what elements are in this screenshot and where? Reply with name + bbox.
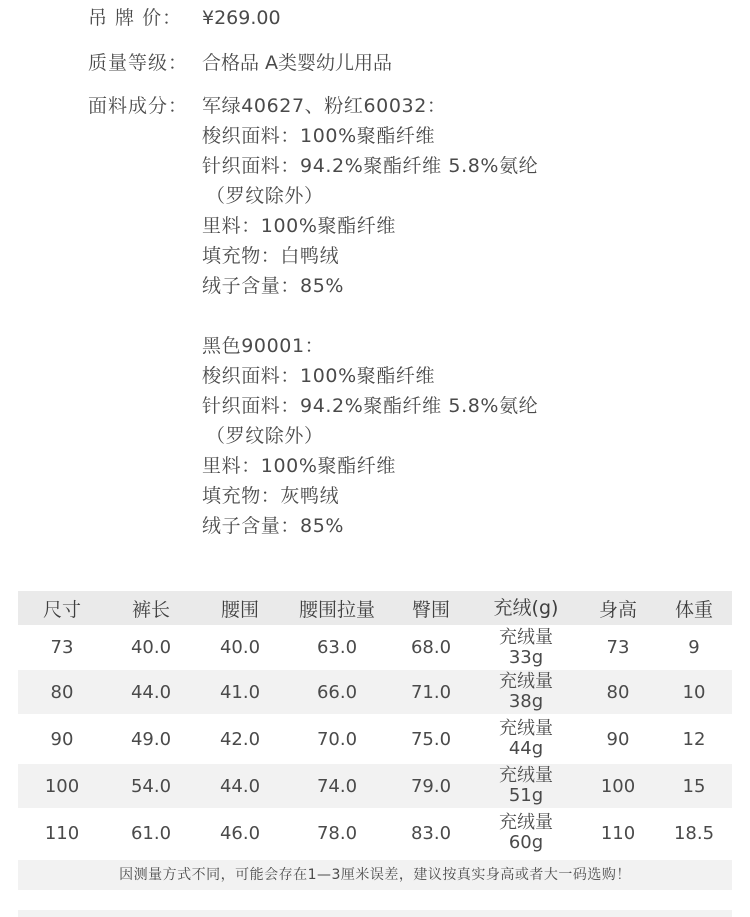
- composition-line: 填充物：白鸭绒: [202, 245, 340, 267]
- cell-pants-length: 54.0: [130, 775, 172, 797]
- composition-label: 面料成分：: [88, 95, 189, 117]
- composition-line: 针织面料：94.2%聚酯纤维 5.8%氨纶: [202, 395, 539, 417]
- grade-label: 质量等级：: [88, 52, 189, 74]
- cell-height: 73: [606, 637, 630, 658]
- composition-line: 绒子含量：85%: [202, 515, 345, 537]
- header-height: 身高: [598, 598, 637, 621]
- cell-weight: 18.5: [673, 822, 715, 844]
- cell-waist-stretch: 74.0: [316, 775, 358, 797]
- down-fill-label: 充绒量: [499, 765, 553, 786]
- cell-down-fill: [472, 672, 580, 712]
- header-hip: 臀围: [411, 598, 450, 621]
- cell-hip: 68.0: [410, 637, 452, 658]
- cell-size: 100: [44, 775, 80, 797]
- cell-pants-length: 49.0: [130, 728, 172, 750]
- cell-height: 100: [600, 775, 636, 797]
- cell-weight: 10: [682, 681, 706, 703]
- header-waist-stretch: 腰围拉量: [298, 598, 375, 621]
- cell-weight: 15: [682, 775, 706, 797]
- down-fill-amount: 44g: [508, 738, 544, 759]
- cell-down-fill: [472, 813, 580, 853]
- table-row: [18, 625, 732, 670]
- down-fill-amount: 60g: [508, 832, 544, 853]
- down-fill-label: 充绒量: [499, 812, 553, 833]
- cell-waist: 44.0: [219, 775, 261, 797]
- composition-line: （罗纹除外）: [206, 425, 324, 447]
- composition-line: 填充物：灰鸭绒: [202, 485, 340, 507]
- cell-waist: 41.0: [219, 681, 261, 703]
- header-down-fill: 充绒(g): [493, 597, 559, 619]
- cell-hip: 71.0: [410, 681, 452, 703]
- cell-waist: 42.0: [219, 728, 261, 750]
- down-fill-amount: 51g: [508, 785, 544, 806]
- down-fill-amount: 33g: [508, 646, 544, 668]
- cell-height: 110: [600, 822, 636, 844]
- header-weight: 体重: [674, 598, 713, 621]
- composition-line: 里料：100%聚酯纤维: [202, 215, 396, 237]
- down-fill-amount: 38g: [508, 691, 544, 712]
- composition-variant-heading: 黑色90001：: [202, 335, 325, 357]
- down-fill-label: 充绒量: [499, 671, 553, 692]
- cell-size: 73: [50, 637, 74, 658]
- price-label: 吊 牌 价：: [88, 7, 183, 29]
- cell-down-fill: [472, 766, 580, 806]
- header-pants-length: 裤长: [131, 598, 170, 621]
- table-row: [18, 714, 732, 764]
- cell-hip: 79.0: [410, 775, 452, 797]
- cell-down-fill: [472, 628, 580, 668]
- cell-hip: 83.0: [410, 822, 452, 844]
- composition-line: （罗纹除外）: [206, 185, 324, 207]
- cell-size: 110: [44, 822, 80, 844]
- cell-pants-length: 61.0: [130, 822, 172, 844]
- table-header-row: [18, 591, 732, 625]
- cell-waist: 40.0: [219, 637, 261, 658]
- measurement-footnote: 因测量方式不同，可能会存在1—3厘米误差，建议按真实身高或者大一码选购！: [18, 860, 732, 890]
- cell-pants-length: 44.0: [130, 681, 172, 703]
- cell-down-fill: [472, 719, 580, 759]
- composition-line: 梭织面料：100%聚酯纤维: [202, 365, 436, 387]
- table-row: [18, 764, 732, 808]
- cell-waist-stretch: 70.0: [316, 728, 358, 750]
- down-fill-label: 充绒量: [499, 626, 553, 648]
- cell-size: 90: [50, 728, 74, 750]
- cell-size: 80: [50, 681, 74, 703]
- cell-height: 80: [606, 681, 630, 703]
- composition-line: 梭织面料：100%聚酯纤维: [202, 125, 436, 147]
- cell-hip: 75.0: [410, 728, 452, 750]
- composition-variant-heading: 军绿40627、粉红60032：: [202, 95, 447, 117]
- cell-waist-stretch: 78.0: [316, 822, 358, 844]
- table-row: [18, 670, 732, 714]
- cell-height: 90: [606, 728, 630, 750]
- cell-weight: 12: [682, 728, 706, 750]
- composition-line: 针织面料：94.2%聚酯纤维 5.8%氨纶: [202, 155, 539, 177]
- size-chart-table: [18, 591, 732, 858]
- bottom-divider: [18, 910, 732, 917]
- price-value: ¥269.00: [202, 7, 281, 29]
- down-fill-label: 充绒量: [499, 718, 553, 739]
- header-size: 尺寸: [42, 598, 81, 621]
- cell-waist-stretch: 63.0: [316, 637, 358, 658]
- grade-value: 合格品 A类婴幼儿用品: [202, 52, 393, 74]
- cell-waist: 46.0: [219, 822, 261, 844]
- table-row: [18, 808, 732, 858]
- composition-line: 里料：100%聚酯纤维: [202, 455, 396, 477]
- cell-waist-stretch: 66.0: [316, 681, 358, 703]
- composition-line: 绒子含量：85%: [202, 275, 345, 297]
- header-waist: 腰围: [220, 598, 259, 621]
- cell-weight: 9: [688, 637, 700, 658]
- cell-pants-length: 40.0: [130, 637, 172, 658]
